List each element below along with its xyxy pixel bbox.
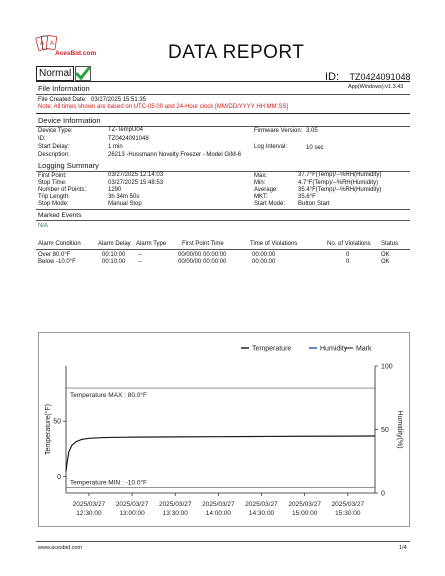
alarm-header-type: Alarm Type	[136, 241, 167, 247]
logging-summary-title: Logging Summary	[38, 161, 99, 170]
alarm-cell: 00/00/00 00:00:00	[178, 252, 227, 258]
logo-text: AcesBid.com	[55, 50, 97, 57]
x-tick-label-date: 2025/03/27	[72, 501, 106, 508]
alarm-cell: OK	[381, 259, 390, 265]
alarm-cell: 00/00/00 00:00:00	[178, 259, 227, 265]
series-line-temperature	[66, 436, 375, 471]
marked-events-value: N/A	[38, 223, 49, 229]
alarm-header-condition: Alarm Condition	[38, 241, 81, 247]
stop-time-label: Stop Time:	[38, 180, 67, 186]
alarm-cell: --	[138, 259, 142, 265]
x-tick-label-time: 14:00:00	[205, 510, 232, 517]
x-tick-label-time: 12:30:00	[76, 510, 102, 517]
stop-mode-value: Manual Stop	[108, 201, 142, 207]
alarm-header-delay: Alarm Delay	[98, 241, 131, 247]
num-points-label: Number of Points:	[38, 187, 87, 193]
legend-item: Mark	[356, 345, 372, 353]
svg-text:A: A	[50, 41, 55, 47]
page-number: 1/4	[399, 545, 407, 551]
x-tick-label-time: 14:30:00	[248, 510, 275, 517]
x-tick-label-date: 2025/03/27	[331, 501, 365, 508]
id-value: TZ0424091048	[349, 72, 411, 82]
start-mode-label: Start Mode:	[254, 201, 286, 207]
id-label: ID:	[325, 71, 340, 83]
y-axis-title-left: Temperature(°F)	[45, 403, 52, 456]
alarm-cell: 00:10:00	[102, 252, 126, 258]
alarm-cell: --	[138, 252, 142, 258]
num-points-value: 1290	[108, 187, 122, 193]
min-label: Min:	[254, 180, 266, 186]
x-tick-label-date: 2025/03/27	[245, 501, 278, 508]
x-tick-label-time: 15:30:00	[335, 510, 361, 517]
alarm-header-status: Status	[381, 241, 399, 247]
min-value: 4.7°F(Temp)/--%RH(Humidity)	[298, 180, 379, 186]
page-title: DATA REPORT	[168, 42, 305, 63]
device-type-label: Device Type:	[38, 128, 73, 134]
alarm-cell: 0	[346, 259, 350, 265]
y-axis-title-right: Humidity(%)	[396, 410, 403, 449]
mkt-value: 35.6°F	[298, 194, 316, 200]
firmware-value: 3.05	[306, 128, 318, 134]
description-value: 26213 -Hussmann Novelty Freezer - Model GIM-6	[108, 152, 242, 158]
first-point-label: First Point:	[38, 173, 67, 179]
legend-item: Humidity	[320, 345, 348, 353]
file-created-value: 03/27/2025 15:51:35	[91, 97, 147, 103]
average-value: 35.4°F(Temp)/--%RH(Humidity)	[298, 187, 382, 193]
alarm-header-num-violations: No. of Violations	[327, 241, 371, 247]
min-limit-label: Temperature MIN : -10.0°F	[70, 479, 148, 487]
max-limit-label: Temperature MAX : 80.0°F	[70, 392, 148, 400]
x-tick-label-date: 2025/03/27	[288, 501, 321, 508]
y-tick-label-right: 50	[381, 427, 389, 434]
device-id-value: TZ0424091048	[108, 136, 149, 142]
footer-rule	[36, 541, 410, 542]
max-value: 37.7°F(Temp)/--%RH(Humidity)	[298, 172, 382, 178]
footer-website: www.acesbid.com	[38, 545, 83, 551]
average-label: Average:	[254, 187, 278, 193]
alarm-cell: Over 80.0°F	[38, 252, 71, 258]
trip-length-label: Trip Length:	[38, 194, 70, 200]
first-point-value: 03/27/2025 12:14:03	[108, 172, 164, 178]
device-info-title: Device Information	[38, 116, 101, 125]
y-tick-label-left: 0	[57, 473, 61, 481]
x-tick-label-time: 13:30:00	[162, 510, 188, 517]
alarm-header-time-violations: Time of Violations	[250, 241, 298, 247]
alarm-cell: OK	[381, 252, 390, 258]
x-tick-label-time: 13:00:00	[119, 510, 145, 517]
x-tick-label-date: 2025/03/27	[115, 501, 149, 508]
start-delay-label: Start Delay:	[38, 144, 70, 150]
alarm-cell: 00:00:00	[252, 259, 276, 265]
svg-text:A: A	[40, 41, 45, 47]
start-mode-value: Button Start	[298, 201, 330, 207]
file-created-label: File Created Date:	[38, 97, 87, 103]
y-tick-label-right: 0	[381, 490, 385, 498]
firmware-label: Firmware Version:	[254, 128, 303, 134]
alarm-cell: 0	[346, 252, 350, 258]
alarm-cell: Below -10.0°F	[38, 259, 76, 265]
legend-item: Temperature	[252, 345, 292, 353]
device-id-label: ID:	[38, 136, 46, 142]
y-tick-label-right: 100	[381, 363, 393, 371]
device-type-value: TZ-TempU04	[108, 127, 144, 133]
log-interval-label: Log Interval:	[254, 144, 288, 150]
alarm-header-first-point: First Point Time	[182, 241, 224, 247]
stop-mode-label: Stop Mode:	[38, 201, 69, 207]
trip-length-value: 3h 34m 50s	[108, 194, 140, 200]
marked-events-title: Marked Events	[38, 212, 82, 219]
status-badge: Normal	[36, 66, 74, 81]
x-tick-label-date: 2025/03/27	[158, 501, 192, 508]
stop-time-value: 03/27/2025 15:48:53	[108, 180, 164, 186]
description-label: Description:	[38, 152, 70, 158]
app-version: App(Windows):v1.3.43	[348, 84, 404, 90]
start-delay-value: 1 min	[108, 144, 123, 150]
time-note: Note: All times shown are based on UTC-05:00 and 24-Hour clock [MM/DD/YYYY HH:MM:SS]	[38, 104, 288, 110]
log-interval-value: 10 sec	[306, 145, 324, 151]
alarm-cell: 00:00:00	[252, 252, 276, 258]
y-tick-label-left: 50	[53, 418, 61, 426]
x-tick-label-date: 2025/03/27	[202, 501, 235, 508]
x-tick-label-time: 15:00:00	[292, 510, 318, 517]
alarm-cell: 00:10:00	[102, 259, 126, 265]
max-label: Max:	[254, 173, 268, 179]
mkt-label: MKT:	[254, 194, 268, 200]
file-info-title: File Information	[38, 84, 90, 93]
